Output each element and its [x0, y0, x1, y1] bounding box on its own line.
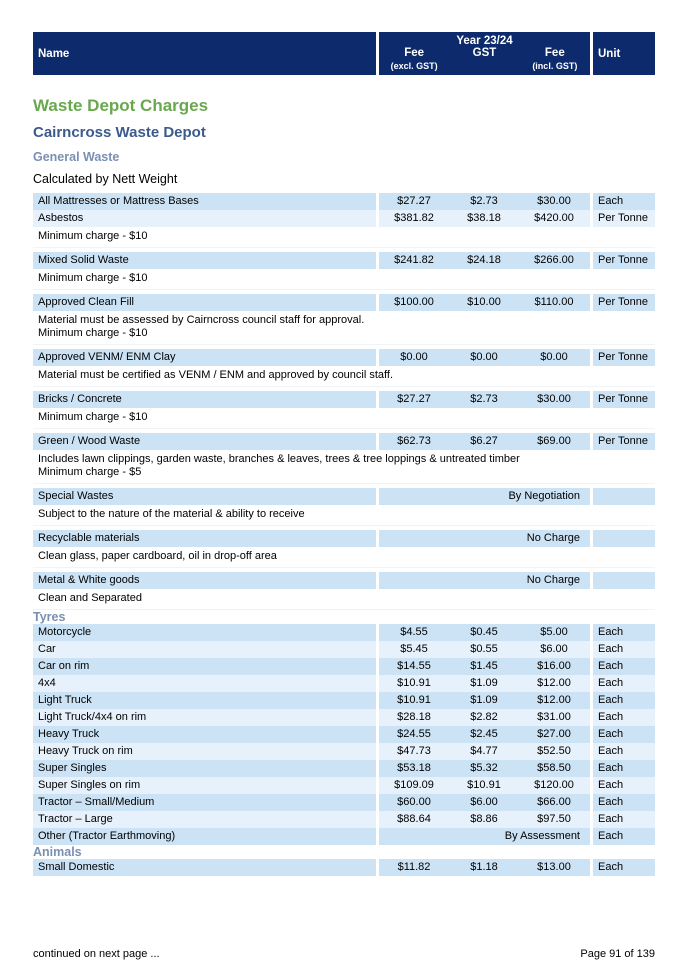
- table-row: Special Wastes By Negotiation: [33, 488, 655, 505]
- header-unit: Unit: [593, 32, 655, 75]
- table-row: Approved Clean Fill $100.00 $10.00 $110.00 Per Tonne: [33, 294, 655, 311]
- table-row: Tractor – Small/Medium $60.00 $6.00 $66.00 Each: [33, 794, 655, 811]
- table-row: Light Truck $10.91 $1.09 $12.00 Each: [33, 692, 655, 709]
- row-note: Minimum charge - $10: [33, 227, 655, 248]
- table-row: Heavy Truck on rim $47.73 $4.77 $52.50 Each: [33, 743, 655, 760]
- table-row: Other (Tractor Earthmoving) By Assessment Each: [33, 828, 655, 845]
- table-row: Motorcycle $4.55 $0.45 $5.00 Each: [33, 624, 655, 641]
- animals-title: Animals: [33, 845, 82, 859]
- table-row: Bricks / Concrete $27.27 $2.73 $30.00 Per Tonne: [33, 391, 655, 408]
- continued-note: continued on next page ...: [33, 948, 160, 960]
- fees-page: [33, 32, 655, 876]
- table-row: Heavy Truck $24.55 $2.45 $27.00 Each: [33, 726, 655, 743]
- tyres-title: Tyres: [33, 610, 66, 624]
- page-number: Page 91 of 139: [580, 948, 655, 960]
- table-row: Metal & White goods No Charge: [33, 572, 655, 589]
- table-row: 4x4 $10.91 $1.09 $12.00 Each: [33, 675, 655, 692]
- tyres-table: [33, 624, 655, 828]
- row-note: Subject to the nature of the material & ability to receive: [33, 505, 655, 526]
- depot-title: Cairncross Waste Depot: [33, 124, 206, 141]
- table-row: Recyclable materials No Charge: [33, 530, 655, 547]
- header-gst: GST: [472, 47, 497, 59]
- header-fee-excl: Fee (excl. GST): [390, 47, 438, 71]
- header-name: Name: [33, 32, 376, 75]
- table-row: Mixed Solid Waste $241.82 $24.18 $266.00 Per Tonne: [33, 252, 655, 269]
- row-note: Minimum charge - $10: [33, 269, 655, 290]
- header-fee-incl: Fee (incl. GST): [532, 47, 578, 71]
- table-row: Approved VENM/ ENM Clay $0.00 $0.00 $0.00 Per Tonne: [33, 349, 655, 366]
- row-note: Includes lawn clippings, garden waste, branches & leaves, trees & tree loppings & untreated timber Minimum charge - $5: [33, 450, 655, 484]
- row-note: Material must be assessed by Cairncross council staff for approval. Minimum charge - $10: [33, 311, 655, 345]
- page-footer: [33, 948, 655, 960]
- table-row: All Mattresses or Mattress Bases $27.27 $2.73 $30.00 Each: [33, 193, 655, 210]
- table-row: Car on rim $14.55 $1.45 $16.00 Each: [33, 658, 655, 675]
- header-year-group: [379, 32, 590, 75]
- row-note: Clean glass, paper cardboard, oil in drop-off area: [33, 547, 655, 568]
- row-note: Minimum charge - $10: [33, 408, 655, 429]
- table-row: Small Domestic $11.82 $1.18 $13.00 Each: [33, 859, 655, 876]
- table-row: Light Truck/4x4 on rim $28.18 $2.82 $31.00 Each: [33, 709, 655, 726]
- table-row: Super Singles on rim $109.09 $10.91 $120.00 Each: [33, 777, 655, 794]
- calc-note: Calculated by Nett Weight: [33, 172, 178, 186]
- general-waste-title: General Waste: [33, 150, 120, 164]
- section-title: Waste Depot Charges: [33, 96, 209, 115]
- table-header: [33, 32, 655, 75]
- table-row: Tractor – Large $88.64 $8.86 $97.50 Each: [33, 811, 655, 828]
- table-row: Car $5.45 $0.55 $6.00 Each: [33, 641, 655, 658]
- table-row: Super Singles $53.18 $5.32 $58.50 Each: [33, 760, 655, 777]
- header-year: Year 23/24: [456, 35, 513, 47]
- row-note: Material must be certified as VENM / ENM and approved by council staff.: [33, 366, 655, 387]
- table-row: Asbestos $381.82 $38.18 $420.00 Per Tonne: [33, 210, 655, 227]
- table-row: Green / Wood Waste $62.73 $6.27 $69.00 Per Tonne: [33, 433, 655, 450]
- row-note: Clean and Separated: [33, 589, 655, 610]
